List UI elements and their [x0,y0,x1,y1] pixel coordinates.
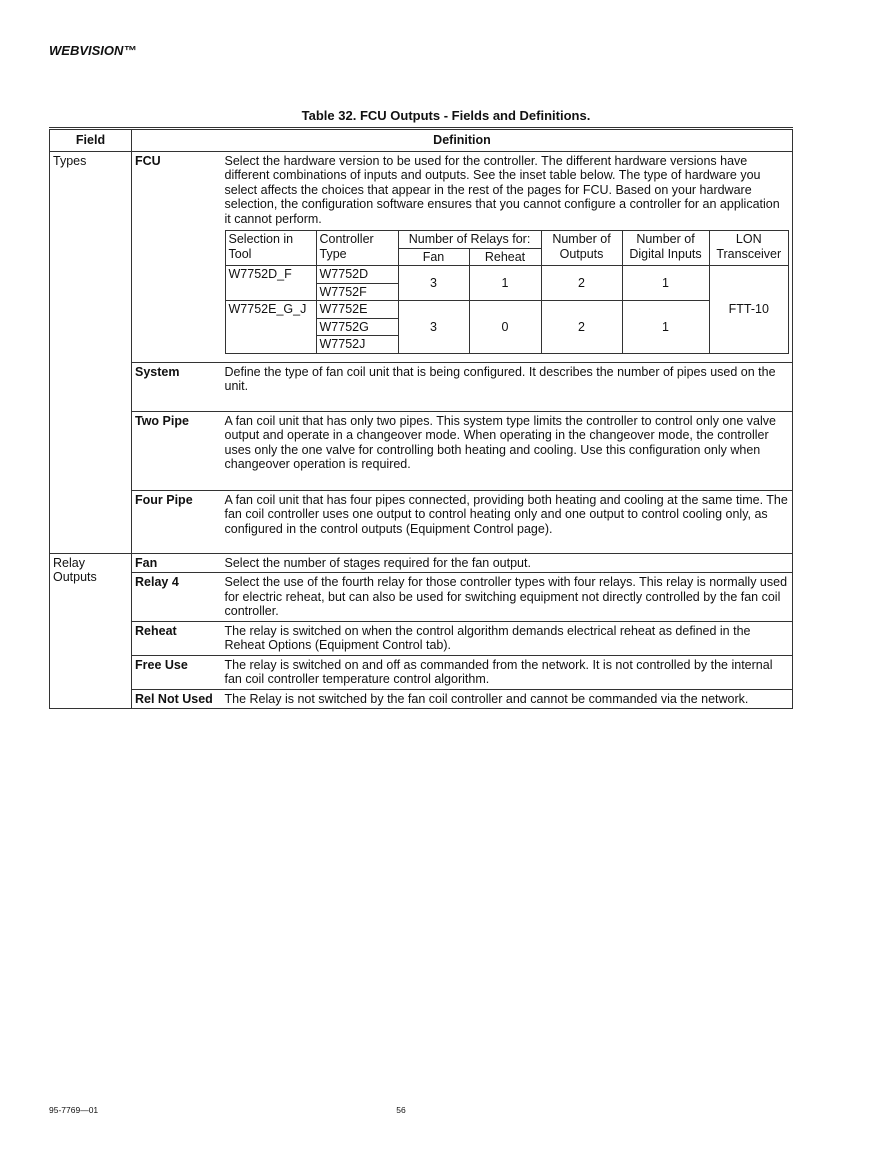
row-label-fan: Fan [132,553,222,573]
inset-reheat-2: 0 [469,301,541,354]
document-header: WEBVISION™ [49,43,137,58]
inset-outputs-2: 2 [541,301,622,354]
row-def-four-pipe: A fan coil unit that has four pipes connected, providing both heating and cooling at the same time. The fan coil controller uses one output to control heating only and one output to control cooling only, as configured in the control outputs (Equipment Control page). [222,490,793,553]
inset-outputs-1: 2 [541,266,622,301]
document-number: 95-7769—01 [49,1105,99,1115]
column-header-definition: Definition [132,129,793,152]
inset-reheat-1: 1 [469,266,541,301]
inset-header-relays: Number of Relays for: [398,231,541,249]
row-label-reheat: Reheat [132,621,222,655]
hardware-inset-table [225,230,790,354]
row-def-two-pipe: A fan coil unit that has only two pipes. This system type limits the controller to control only one valve output and operate in a changeover mode. When operating in the changeover mode, the controller uses only the one valve for controlling both heating and cooling. Use this configuration only when changeover operation is required. [222,411,793,490]
inset-lon-transceiver: FTT-10 [709,266,788,354]
page-number: 56 [396,1105,406,1115]
inset-header-lon: LON Transceiver [709,231,788,266]
inset-header-reheat: Reheat [469,248,541,266]
inset-controller-type: W7752E [316,301,398,319]
inset-header-controller: Controller Type [316,231,398,266]
row-def-fan: Select the number of stages required for the fan output. [222,553,793,573]
column-header-field: Field [50,129,132,152]
row-def-fcu [222,151,793,362]
row-label-free-use: Free Use [132,655,222,689]
inset-controller-type: W7752D [316,266,398,284]
row-def-reheat: The relay is switched on when the control algorithm demands electrical reheat as defined in the Reheat Options (Equipment Control tab). [222,621,793,655]
row-label-fcu: FCU [132,151,222,362]
inset-selection-2: W7752E_G_J [225,301,316,354]
fcu-description: Select the hardware version to be used for the controller. The different hardware versions have different combinations of inputs and outputs. See the inset table below. The type of hardware you select affects the choices that appear in the rest of the pages for FCU. Based on your hardware selection, the configuration software ensures that you cannot configure a controller for an application it cannot perform. [224,153,780,226]
inset-fan-2: 3 [398,301,469,354]
inset-digital-2: 1 [622,301,709,354]
inset-controller-type: W7752J [316,336,398,354]
inset-header-digital-inputs: Number of Digital Inputs [622,231,709,266]
inset-header-fan: Fan [398,248,469,266]
row-label-relay-4: Relay 4 [132,573,222,622]
row-def-relay-4: Select the use of the fourth relay for those controller types with four relays. This relay is normally used for electric reheat, but can also be used for switching equipment not directly controlled by the fan coil controller. [222,573,793,622]
fcu-outputs-table [49,127,793,709]
inset-header-selection: Selection in Tool [225,231,316,266]
table-title: Table 32. FCU Outputs - Fields and Definitions. [301,108,591,123]
row-label-system: System [132,362,222,411]
row-label-four-pipe: Four Pipe [132,490,222,553]
field-relay-outputs: Relay Outputs [50,553,132,709]
inset-header-outputs: Number of Outputs [541,231,622,266]
inset-selection-1: W7752D_F [225,266,316,301]
inset-digital-1: 1 [622,266,709,301]
row-def-system: Define the type of fan coil unit that is being configured. It describes the number of pipes used on the unit. [222,362,793,411]
inset-fan-1: 3 [398,266,469,301]
row-def-free-use: The relay is switched on and off as commanded from the network. It is not controlled by the internal fan coil controller temperature control algorithm. [222,655,793,689]
row-label-two-pipe: Two Pipe [132,411,222,490]
field-types: Types [50,151,132,553]
row-label-rel-not-used: Rel Not Used [132,689,222,709]
inset-controller-type: W7752G [316,318,398,336]
inset-controller-type: W7752F [316,283,398,301]
row-def-rel-not-used: The Relay is not switched by the fan coil controller and cannot be commanded via the network. [222,689,793,709]
